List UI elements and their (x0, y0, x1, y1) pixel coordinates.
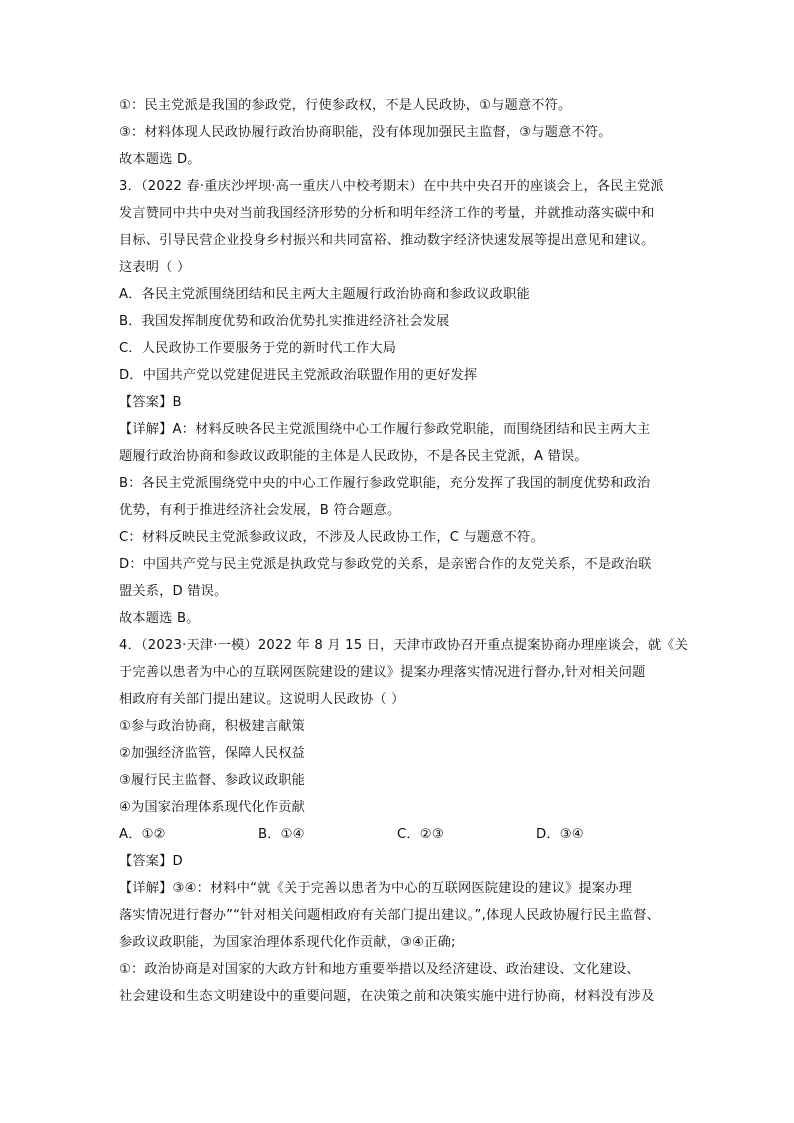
question-4-option-d: D．③④ (536, 827, 584, 842)
question-3-option-d: D．中国共产党以党建促进民主党派政治联盟作用的更好发挥 (119, 368, 478, 383)
question-3-stem: 3．（2022 春·重庆沙坪坝·高一重庆八中校考期末）在中共中央召开的座谈会上，各民主党派 (119, 179, 664, 194)
question-3-stem: 发言赞同中共中央对当前我国经济形势的分析和明年经济工作的考量，并就推动落实碳中和 (119, 206, 655, 221)
question-3-answer: 【答案】B (119, 395, 182, 410)
question-4-statement: ①参与政治协商，积极建言献策 (119, 719, 306, 734)
text-line: 故本题选 D。 (119, 152, 201, 167)
question-4-option-c: C．②③ (397, 827, 444, 842)
text-line: ①：民主党派是我国的参政党，行使参政权，不是人民政协，①与题意不符。 (119, 98, 572, 113)
question-4-statement: ②加强经济监管，保障人民权益 (119, 746, 306, 761)
question-3-option-c: C．人民政协工作要服务于党的新时代工作大局 (119, 341, 397, 356)
document-page (119, 92, 689, 1010)
question-3-explanation: C：材料反映民主党派参政议政，不涉及人民政协工作，C 与题意不符。 (119, 530, 544, 545)
question-4-statement: ④为国家治理体系现代化作贡献 (119, 800, 306, 815)
question-3-explanation: 【详解】A：材料反映各民主党派围绕中心工作履行参政党职能，而围绕团结和民主两大主 (119, 422, 651, 437)
question-4-explanation: 社会建设和生态文明建设中的重要问题，在决策之前和决策实施中进行协商，材料没有涉及 (119, 989, 655, 1004)
question-4-explanation: 参政议政职能，为国家治理体系现代化作贡献，③④正确; (119, 935, 456, 950)
question-4-explanation: 落实情况进行督办”“针对相关问题相政府有关部门提出建议。”,体现人民政协履行民主监督、 (119, 908, 660, 923)
question-4-stem: 于完善以患者为中心的互联网医院建设的建议》提案办理落实情况进行督办,针对相关问题 (119, 665, 646, 680)
question-4-option-b: B．①④ (258, 827, 305, 842)
question-4-statement: ③履行民主监督、参政议政职能 (119, 773, 306, 788)
question-3-option-b: B．我国发挥制度优势和政治优势扎实推进经济社会发展 (119, 314, 450, 329)
question-4-explanation: 【详解】③④：材料中“就《关于完善以患者为中心的互联网医院建设的建议》提案办理 (119, 881, 633, 896)
question-4-stem: 4．（2023·天津·一模）2022 年 8 月 15 日，天津市政协召开重点提案协商办理座谈会，就《关 (119, 638, 689, 653)
question-4-stem: 相政府有关部门提出建议。这说明人民政协（ ） (119, 692, 405, 707)
question-3-explanation: D：中国共产党与民主党派是执政党与参政党的关系，是亲密合作的友党关系，不是政治联 (119, 557, 652, 572)
question-3-stem: 目标、引导民营企业投身乡村振兴和共同富裕、推动数字经济快速发展等提出意见和建议。 (119, 233, 655, 248)
question-4-option-a: A．①② (119, 827, 166, 842)
question-3-explanation: 盟关系，D 错误。 (119, 584, 228, 599)
question-3-explanation: 题履行政治协商和参政议政职能的主体是人民政协，不是各民主党派，A 错误。 (119, 449, 588, 464)
question-4-explanation: ①：政治协商是对国家的大政方针和地方重要举措以及经济建设、政治建设、文化建设、 (119, 962, 640, 977)
question-4-answer: 【答案】D (119, 854, 183, 869)
question-3-option-a: A．各民主党派围绕团结和民主两大主题履行政治协商和参政议政职能 (119, 287, 530, 302)
question-3-explanation: B：各民主党派围绕党中央的中心工作履行参政党职能，充分发挥了我国的制度优势和政治 (119, 476, 651, 491)
question-3-explanation: 优势，有利于推进经济社会发展，B 符合题意。 (119, 503, 401, 518)
text-line: ③：材料体现人民政协履行政治协商职能，没有体现加强民主监督，③与题意不符。 (119, 125, 612, 140)
question-3-conclusion: 故本题选 B。 (119, 611, 200, 626)
question-4-options (119, 821, 689, 848)
question-3-stem: 这表明（ ） (119, 260, 191, 275)
